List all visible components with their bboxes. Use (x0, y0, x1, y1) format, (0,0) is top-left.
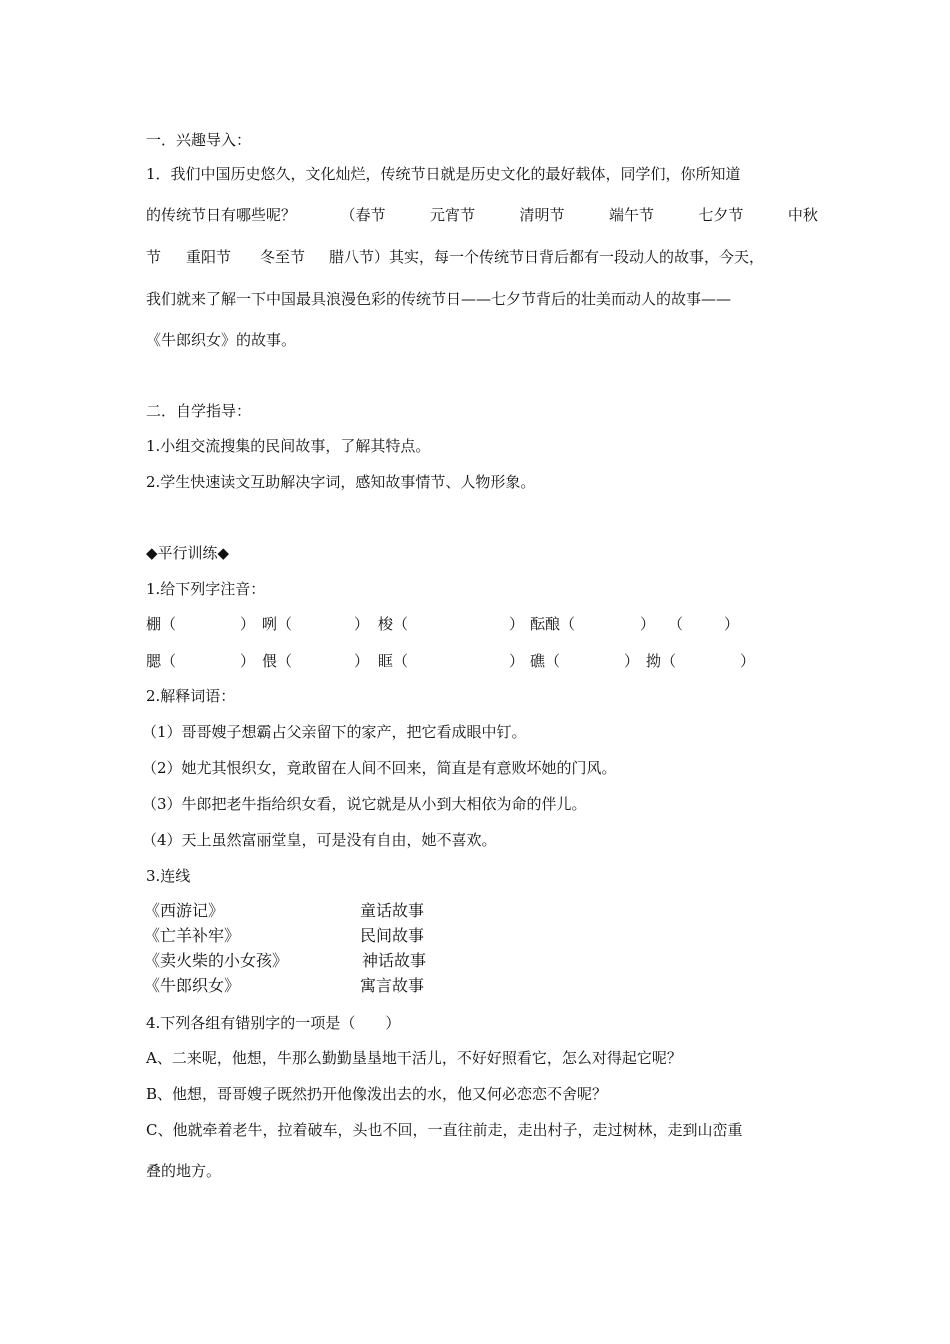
pinyin-blank-close: ） (240, 615, 256, 633)
pinyin-blank-close: ） (240, 652, 256, 670)
match-right-item: 寓言故事 (360, 976, 425, 995)
pinyin-blank-close: ） (640, 615, 656, 633)
vocab-item-1: （1）哥哥嫂子想霸占父亲留下的家产，把它看成眼中钉。 (142, 723, 527, 741)
match-right-item: 神话故事 (362, 951, 427, 970)
pinyin-blank-close: ） (724, 615, 740, 633)
pinyin-char: 酝酿（ (530, 615, 576, 633)
question-4-title: 4.下列各组有错别字的一项是（ ） (146, 1014, 401, 1032)
match-left-item: 《牛郎织女》 (144, 976, 241, 995)
section-heading-intro: 一．兴趣导入： (146, 131, 252, 149)
festival-text: 腊八节）其实，每一个传统节日背后都有一段动人的故事，今天， (329, 248, 765, 266)
festival-text: 重阳节 (186, 248, 232, 266)
match-right-item: 童话故事 (360, 901, 425, 920)
pinyin-blank-close: ） (354, 652, 370, 670)
pinyin-blank-close: ） (509, 615, 525, 633)
pinyin-blank-close: ） (509, 652, 525, 670)
self-study-item-2: 2.学生快速读文互助解决字词，感知故事情节、人物形象。 (146, 473, 536, 491)
option-c-line-2: 叠的地方。 (146, 1162, 222, 1180)
festival-text: 的传统节日有哪些呢？ (146, 206, 297, 224)
section-heading-training: ◆平行训练◆ (146, 544, 230, 562)
pinyin-blank-close: ） (354, 615, 370, 633)
festival-text: 节 (146, 248, 162, 266)
vocab-item-2: （2）她尤其恨织女，竟敢留在人间不回来，简直是有意败坏她的门风。 (142, 759, 617, 777)
festival-text: 中秋 (787, 206, 818, 224)
pinyin-char: 礁（ (530, 652, 561, 670)
match-left-item: 《卖火柴的小女孩》 (144, 951, 289, 970)
match-left-item: 《西游记》 (144, 901, 225, 920)
pinyin-char: 腮（ (146, 652, 177, 670)
intro-paragraph-line-1: 1．我们中国历史悠久，文化灿烂，传统节日就是历史文化的最好载体，同学们，你所知道 (146, 165, 741, 183)
intro-paragraph-line-2 (146, 205, 818, 225)
pinyin-row-2 (146, 651, 766, 671)
section-heading-self-study: 二．自学指导： (146, 402, 252, 420)
pinyin-char: 棚（ (146, 615, 177, 633)
festival-text: 七夕节 (698, 206, 744, 224)
festival-text: 元宵节 (429, 206, 475, 224)
pinyin-row-1 (146, 614, 766, 634)
intro-paragraph-line-5: 《牛郎织女》的故事。 (146, 331, 297, 349)
vocab-item-3: （3）牛郎把老牛指给织女看，说它就是从小到大相依为命的伴儿。 (142, 795, 587, 813)
question-3-title: 3.连线 (146, 867, 191, 885)
festival-text: 清明节 (519, 206, 565, 224)
match-right-item: 民间故事 (360, 926, 425, 945)
vocab-item-4: （4）天上虽然富丽堂皇，可是没有自由，她不喜欢。 (142, 831, 497, 849)
pinyin-char: 眶（ (378, 652, 409, 670)
question-2-title: 2.解释词语： (146, 687, 236, 705)
festival-text: 冬至节 (260, 248, 306, 266)
intro-paragraph-line-3 (146, 247, 766, 267)
pinyin-blank-open: （ (668, 615, 684, 633)
option-c-line-1: C、他就牵着老牛，拉着破车，头也不回，一直往前走，走出村子，走过树林，走到山峦重 (146, 1121, 743, 1139)
pinyin-blank-close: ） (624, 652, 640, 670)
match-left-item: 《亡羊补牢》 (144, 926, 241, 945)
pinyin-char: 咧（ (262, 615, 293, 633)
pinyin-blank-close: ） (740, 652, 756, 670)
option-b: B、他想，哥哥嫂子既然扔开他像泼出去的水，他又何必恋恋不舍呢？ (146, 1085, 608, 1103)
self-study-item-1: 1.小组交流搜集的民间故事，了解其特点。 (146, 437, 431, 455)
festival-text: 端午节 (608, 206, 654, 224)
question-1-title: 1.给下列字注音： (146, 580, 266, 598)
pinyin-char: 拗（ (646, 652, 677, 670)
festival-text: （春节 (340, 206, 386, 224)
option-a: A、二来呢，他想，牛那么勤勤垦垦地干活儿，不好好照看它，怎么对得起它呢？ (146, 1049, 682, 1067)
pinyin-char: 梭（ (378, 615, 409, 633)
intro-paragraph-line-4: 我们就来了解一下中国最具浪漫色彩的传统节日——七夕节背后的壮美而动人的故事—— (146, 290, 732, 308)
pinyin-char: 偎（ (262, 652, 293, 670)
